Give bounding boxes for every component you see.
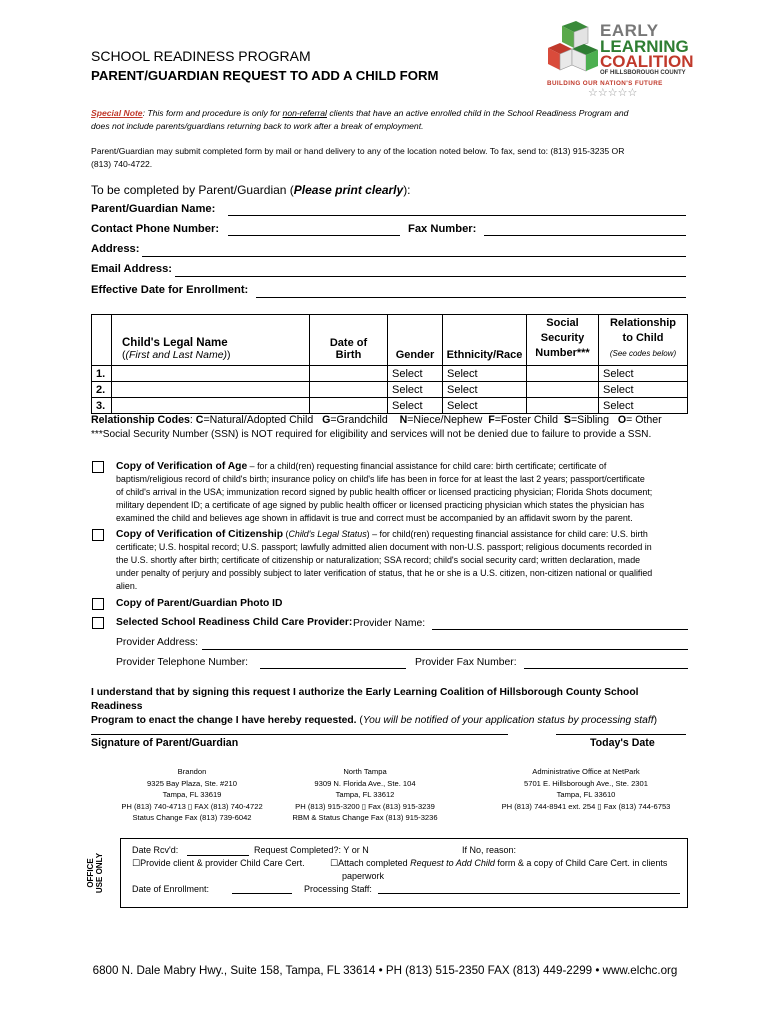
email-label: Email Address: [91, 263, 173, 275]
office-netpark [486, 766, 686, 812]
table-row [92, 398, 688, 414]
col-gender [388, 315, 443, 366]
gender-select[interactable]: Select [388, 398, 443, 414]
office-use-side-1: OFFICE [86, 858, 95, 888]
footer-contact: 6800 N. Dale Mabry Hwy., Suite 158, Tampa, FL 33614 • PH (813) 515-2350 FAX (813) 449-2299 • www.elchc.org [92, 964, 678, 977]
age-l5: examined the child and believes age shown in affidavit is true and correct must be accompanied by an affidavit sworn by the parent. [116, 513, 633, 523]
col-rel-1: Relationship [609, 317, 676, 329]
logo-tagline: BUILDING OUR NATION'S FUTURE [547, 80, 663, 87]
office-address: 9309 N. Florida Ave., Ste. 104 [314, 778, 416, 788]
office-phone: PH (813) 744-8941 ext. 254 ▯ Fax (813) 744-6753 [501, 801, 671, 811]
ssn-cell[interactable] [527, 398, 599, 414]
row-number: 2. [92, 382, 112, 398]
relationship-codes: Relationship Codes: C=Natural/Adopted Child G=Grandchild N=Niece/Nephew F=Foster Child S=Sibling O= Other [91, 414, 662, 426]
logo-stars: ☆☆☆☆☆ [588, 87, 638, 99]
cit-label: Copy of Verification of Citizenship [116, 529, 284, 540]
col-rel-sub: (See codes below) [609, 349, 677, 358]
submit-note-line1: Parent/Guardian may submit completed form by mail or hand delivery to any of the location noted below. To fax, send to: (813) 915-3235 OR [91, 146, 625, 156]
date-rcvd-label: Date Rcv'd: [132, 845, 179, 855]
office-address: 9325 Bay Plaza, Ste. #210 [147, 778, 237, 788]
office-name: Brandon [177, 767, 207, 776]
age-l1: – for a child(ren) requesting financial assistance for child care: birth certificate; certificate of [247, 461, 607, 471]
col-child-name: Child's Legal Name ((First and Last Name)) [112, 315, 310, 366]
child-name-cell[interactable] [112, 398, 310, 414]
code-n-text: =Niece/Nephew [407, 414, 483, 426]
ssn-cell[interactable] [527, 366, 599, 382]
ssn-cell[interactable] [527, 382, 599, 398]
provide-cert-checkbox[interactable]: ☐Provide client & provider Child Care Cert. [132, 858, 305, 868]
attach-a: ☐Attach completed [330, 858, 411, 868]
age-label: Copy of Verification of Age [116, 461, 248, 472]
photo-id-checkbox[interactable] [92, 598, 104, 610]
office-phone: PH (813) 915-3200 ▯ Fax (813) 915-3239 [295, 801, 435, 811]
office-phone: PH (813) 740-4713 ▯ FAX (813) 740-4722 [121, 801, 263, 811]
col-ssn-2: Security [540, 332, 585, 344]
cit-l5: alien. [116, 581, 138, 591]
email-field[interactable] [175, 276, 686, 277]
row-number: 1. [92, 366, 112, 382]
col-rel-2: to Child [622, 332, 664, 344]
col-ssn-3: Number*** [535, 347, 590, 359]
gender-select[interactable]: Select [388, 366, 443, 382]
special-note-emph: non-referral [282, 108, 327, 118]
provider-name-label: Provider Name: [353, 618, 426, 629]
col-dob-2: Birth [335, 349, 362, 361]
citizenship-verification-text [116, 528, 680, 593]
code-c-text: =Natural/Adopted Child [203, 414, 314, 426]
consent-note-b: ) [653, 715, 658, 726]
office-fax: RBM & Status Change Fax (813) 915-3236 [292, 813, 438, 822]
age-l2: baptism/religious record of child's birth; insurance policy on child's life has been in force for at least the last 2 years; passport/certificate [116, 474, 645, 484]
cit-paren-i: Child's Legal Status [288, 529, 367, 539]
col-ethnicity-text: Ethnicity/Race [446, 349, 523, 361]
phone-field[interactable] [228, 235, 400, 236]
col-ssn-1: Social [546, 317, 579, 329]
office-use-side-label [75, 838, 115, 906]
code-s-text: =Sibling [570, 414, 609, 426]
special-note-text-b: clients that have an active enrolled child in the School Readiness Program and [326, 108, 629, 118]
code-c: C [195, 414, 204, 426]
logo-text-learning: LEARNING [600, 37, 689, 56]
code-f-text: =Foster Child [494, 414, 558, 426]
code-g-text: =Grandchild [330, 414, 388, 426]
processing-staff-label: Processing Staff: [304, 884, 372, 894]
office-city: Tampa, FL 33619 [162, 790, 222, 799]
consent-text [91, 686, 691, 728]
dob-cell[interactable] [310, 382, 388, 398]
photo-id-label: Copy of Parent/Guardian Photo ID [116, 598, 283, 609]
submit-note-line2: (813) 740-4722. [91, 159, 153, 169]
if-no-reason-label: If No, reason: [462, 845, 517, 855]
col-ssn [527, 315, 599, 366]
ethnicity-select[interactable]: Select [443, 398, 527, 414]
col-child-name-sub: (First and Last Name) [125, 349, 228, 361]
attach-b: form & a copy of Child Care Cert. in clients [494, 858, 668, 868]
relationship-select[interactable]: Select [599, 382, 688, 398]
enrollment-date-label: Date of Enrollment: [132, 884, 210, 894]
address-label: Address: [91, 243, 140, 255]
ethnicity-select[interactable]: Select [443, 382, 527, 398]
citizenship-checkbox[interactable] [92, 529, 104, 541]
cit-l3: the U.S. shortly after birth; certificate of citizenship or naturalization; SSA record; child's social security card; written declaration, made [116, 555, 641, 565]
age-checkbox[interactable] [92, 461, 104, 473]
request-completed-label: Request Completed?: Y or N [254, 845, 369, 855]
col-ethnicity [443, 315, 527, 366]
col-gender-text: Gender [395, 349, 435, 361]
cit-paren-a: ( [283, 529, 289, 539]
provider-name-field[interactable] [432, 629, 688, 630]
row-number: 3. [92, 398, 112, 414]
attach-paperwork: paperwork [342, 871, 385, 881]
office-brandon [112, 766, 272, 824]
ssn-note: ***Social Security Number (SSN) is NOT required for eligibility and services will not be denied due to failure to provide a SSN. [91, 429, 652, 440]
attach-i: Request to Add Child [410, 858, 495, 868]
consent-line2: Program to enact the change I have hereby requested. [91, 715, 357, 726]
cit-l1: ) – for child(ren) requesting financial assistance for child care: U.S. birth [366, 529, 648, 539]
relationship-select[interactable]: Select [599, 366, 688, 382]
address-field[interactable] [142, 256, 686, 257]
todays-date-label: Today's Date [590, 737, 655, 749]
cit-l2: certificate; U.S. hospital record; U.S. passport; lawfully admitted alien document with non-U.S. passport; religious documents recorded in [116, 542, 652, 552]
instruction-emph: Please print clearly [293, 183, 404, 197]
fax-field[interactable] [484, 235, 686, 236]
office-name: Administrative Office at NetPark [532, 767, 640, 776]
effective-date-field[interactable] [256, 297, 686, 298]
provider-fax-label: Provider Fax Number: [415, 657, 517, 668]
col-dob-1: Date of [329, 337, 368, 349]
date-rcvd-field[interactable] [187, 855, 249, 856]
special-note-text: : This form and procedure is only for [142, 108, 283, 118]
signature-line[interactable] [91, 734, 508, 735]
consent-line1: I understand that by signing this request I authorize the Early Learning Coalition of Hillsborough County School Readiness [91, 687, 639, 712]
age-l3: of child's arrival in the USA; immunization record signed by public health officer or licensed practicing physician; Florida Shots document; [116, 487, 653, 497]
instruction-end: ): [403, 183, 411, 197]
codes-label: Relationship Codes [91, 414, 190, 426]
form-title: PARENT/GUARDIAN REQUEST TO ADD A CHILD FORM [91, 68, 439, 83]
enrollment-date-field[interactable] [232, 893, 292, 894]
provider-fax-field[interactable] [524, 668, 688, 669]
todays-date-line[interactable] [556, 734, 686, 735]
guardian-name-field[interactable] [228, 215, 686, 216]
provider-address-label: Provider Address: [116, 637, 199, 648]
submit-note [91, 145, 711, 171]
office-city: Tampa, FL 33612 [335, 790, 395, 799]
processing-staff-field[interactable] [378, 893, 680, 894]
gender-select[interactable]: Select [388, 382, 443, 398]
col-relationship [599, 315, 688, 366]
table-row [92, 382, 688, 398]
code-o-text: = Other [626, 414, 662, 426]
office-fax: Status Change Fax (813) 739-6042 [132, 813, 252, 822]
code-n: N [399, 414, 408, 426]
fax-label: Fax Number: [408, 223, 477, 235]
child-name-cell[interactable] [112, 366, 310, 382]
attach-form-checkbox[interactable] [330, 857, 680, 870]
provider-label: Selected School Readiness Child Care Provider: [116, 617, 353, 628]
table-row [92, 366, 688, 382]
phone-label: Contact Phone Number: [91, 223, 220, 235]
office-use-side-2: USE ONLY [95, 852, 104, 894]
office-name: North Tampa [343, 767, 387, 776]
logo-text-coalition: COALITION [600, 52, 694, 71]
code-f: F [488, 414, 495, 426]
office-north-tampa [282, 766, 448, 824]
office-address: 5701 E. Hillsborough Ave., Ste. 2301 [524, 778, 648, 788]
dob-cell[interactable] [310, 366, 388, 382]
effective-date-label: Effective Date for Enrollment: [91, 284, 249, 296]
child-name-cell[interactable] [112, 382, 310, 398]
provider-phone-field[interactable] [260, 668, 406, 669]
dob-cell[interactable] [310, 398, 388, 414]
children-table [91, 314, 688, 414]
instruction-text: To be completed by Parent/Guardian ( [91, 183, 294, 197]
office-city: Tampa, FL 33610 [556, 790, 616, 799]
code-o: O [617, 414, 627, 426]
cit-l4: under penalty of perjury and possibly subject to later verification of status, that he or she is a U.S. citizen, non-citizen national or qualified [116, 568, 653, 578]
special-note-line2: does not include parents/guardians returning back to work after a break of employment. [91, 121, 424, 131]
program-title: SCHOOL READINESS PROGRAM [91, 48, 311, 64]
office-use-box [120, 838, 688, 908]
ethnicity-select[interactable]: Select [443, 366, 527, 382]
signature-label: Signature of Parent/Guardian [91, 737, 239, 749]
special-note [91, 107, 691, 133]
special-note-label: Special Note [91, 108, 143, 118]
consent-note-i: You will be notified of your application status by processing staff [362, 715, 654, 726]
code-g: G [322, 414, 331, 426]
logo-text-county: OF HILLSBOROUGH COUNTY [600, 70, 686, 76]
provider-checkbox[interactable] [92, 617, 104, 629]
col-child-name-text: Child's Legal Name [122, 337, 228, 349]
provider-address-field[interactable] [202, 649, 688, 650]
guardian-name-label: Parent/Guardian Name: [91, 203, 216, 215]
provider-phone-label: Provider Telephone Number: [116, 657, 249, 668]
col-dob [310, 315, 388, 366]
age-verification-text [116, 460, 680, 525]
logo-text-early: EARLY [600, 21, 659, 40]
age-l4: military dependent ID; a certificate of age signed by public health officer or licensed practicing physician which states the physician has [116, 500, 645, 510]
code-s: S [563, 414, 571, 426]
relationship-select[interactable]: Select [599, 398, 688, 414]
consent-note-a: ( [356, 715, 363, 726]
instruction [91, 183, 411, 197]
